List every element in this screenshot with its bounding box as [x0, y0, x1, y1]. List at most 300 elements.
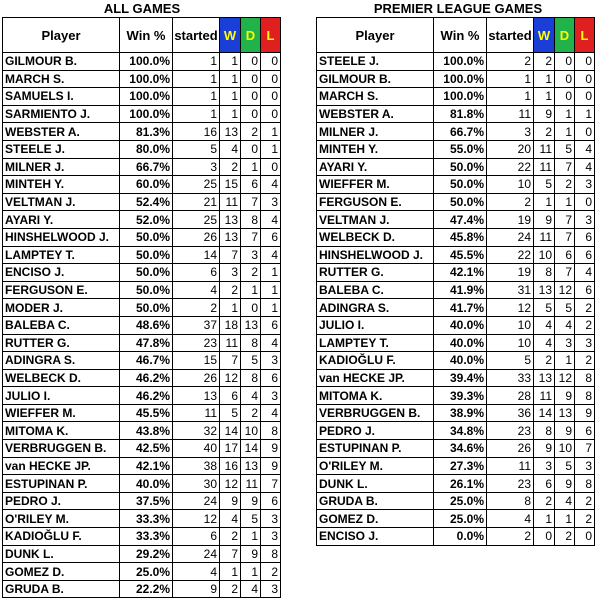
wins-count: 9 — [534, 440, 555, 458]
losses-count: 9 — [261, 440, 281, 458]
losses-count: 3 — [261, 528, 281, 546]
draws-count: 1 — [555, 510, 575, 528]
wins-count: 7 — [220, 545, 241, 563]
draws-count: 0 — [555, 70, 575, 88]
started-count: 5 — [487, 352, 534, 370]
premier-league-section — [316, 0, 600, 546]
player-name: WEBSTER A. — [317, 105, 434, 123]
draws-count: 7 — [241, 228, 261, 246]
win-pct: 25.0% — [434, 492, 487, 510]
player-name: WIEFFER M. — [3, 404, 120, 422]
wins-count: 4 — [220, 140, 241, 158]
table-row — [317, 193, 595, 211]
player-name: VERBRUGGEN B. — [3, 440, 120, 458]
win-pct: 26.1% — [434, 475, 487, 493]
player-name: GRUDA B. — [317, 492, 434, 510]
started-count: 4 — [173, 563, 220, 581]
table-row — [317, 369, 595, 387]
started-count: 23 — [487, 475, 534, 493]
started-count: 19 — [487, 211, 534, 229]
started-count: 31 — [487, 281, 534, 299]
started-count: 10 — [487, 334, 534, 352]
draws-count: 0 — [241, 88, 261, 106]
win-pct: 81.8% — [434, 105, 487, 123]
player-name: VELTMAN J. — [317, 211, 434, 229]
table-row — [3, 563, 281, 581]
win-pct: 43.8% — [120, 422, 173, 440]
wins-count: 13 — [220, 123, 241, 141]
started-count: 4 — [487, 510, 534, 528]
win-pct: 27.3% — [434, 457, 487, 475]
premier-league-title: PREMIER LEAGUE GAMES — [373, 1, 543, 16]
wins-count: 13 — [534, 369, 555, 387]
draws-count: 11 — [241, 475, 261, 493]
wins-count: 14 — [220, 422, 241, 440]
started-count: 1 — [173, 53, 220, 71]
started-count: 1 — [487, 70, 534, 88]
player-name: van HECKE JP. — [317, 369, 434, 387]
losses-count: 3 — [575, 176, 595, 194]
player-name: MINTEH Y. — [317, 140, 434, 158]
wins-count: 13 — [220, 211, 241, 229]
player-name: LAMPTEY T. — [317, 334, 434, 352]
win-pct: 47.8% — [120, 334, 173, 352]
started-count: 28 — [487, 387, 534, 405]
draws-count: 7 — [555, 211, 575, 229]
player-name: O'RILEY M. — [3, 510, 120, 528]
table-row — [317, 88, 595, 106]
draws-count: 4 — [555, 492, 575, 510]
table-row — [3, 457, 281, 475]
table-row — [3, 211, 281, 229]
started-count: 33 — [487, 369, 534, 387]
wins-count: 3 — [220, 264, 241, 282]
table-row — [317, 387, 595, 405]
table-row — [3, 492, 281, 510]
table-row — [317, 440, 595, 458]
started-count: 40 — [173, 440, 220, 458]
draws-count: 5 — [555, 299, 575, 317]
win-pct: 100.0% — [120, 105, 173, 123]
player-name: MITOMA K. — [3, 422, 120, 440]
win-pct: 45.8% — [434, 228, 487, 246]
wins-count: 6 — [220, 387, 241, 405]
draws-count: 10 — [241, 422, 261, 440]
win-pct-header: Win % — [434, 18, 487, 53]
losses-count: 6 — [575, 228, 595, 246]
player-name: KADIOĞLU F. — [317, 352, 434, 370]
table-row — [3, 193, 281, 211]
player-name: VELTMAN J. — [3, 193, 120, 211]
losses-count: 4 — [575, 158, 595, 176]
started-count: 9 — [173, 580, 220, 598]
player-name: FERGUSON E. — [3, 281, 120, 299]
player-name: ESTUPINAN P. — [317, 440, 434, 458]
win-pct: 40.0% — [120, 475, 173, 493]
wins-count: 1 — [220, 88, 241, 106]
win-pct: 50.0% — [434, 158, 487, 176]
started-count: 26 — [487, 440, 534, 458]
win-pct: 100.0% — [434, 88, 487, 106]
table-row — [3, 228, 281, 246]
draws-count: 0 — [555, 88, 575, 106]
win-pct: 50.0% — [120, 228, 173, 246]
win-pct: 52.4% — [120, 193, 173, 211]
table-row — [317, 404, 595, 422]
draws-count: 1 — [555, 105, 575, 123]
draws-header: D — [555, 18, 575, 53]
wins-count: 11 — [534, 387, 555, 405]
player-name: O'RILEY M. — [317, 457, 434, 475]
started-count: 2 — [487, 53, 534, 71]
losses-count: 4 — [261, 334, 281, 352]
draws-count: 7 — [555, 228, 575, 246]
player-name: van HECKE JP. — [3, 457, 120, 475]
win-pct: 50.0% — [120, 246, 173, 264]
wins-header: W — [534, 18, 555, 53]
draws-count: 5 — [241, 352, 261, 370]
table-row — [317, 422, 595, 440]
win-pct: 81.3% — [120, 123, 173, 141]
win-pct: 50.0% — [434, 176, 487, 194]
draws-count: 0 — [241, 299, 261, 317]
wins-count: 1 — [220, 70, 241, 88]
wins-count: 11 — [534, 140, 555, 158]
win-pct: 48.6% — [120, 316, 173, 334]
wins-count: 16 — [220, 457, 241, 475]
losses-count: 0 — [261, 158, 281, 176]
table-row — [3, 281, 281, 299]
draws-count: 4 — [241, 387, 261, 405]
player-name: LAMPTEY T. — [3, 246, 120, 264]
losses-count: 0 — [575, 53, 595, 71]
wins-count: 4 — [534, 334, 555, 352]
draws-count: 4 — [555, 316, 575, 334]
player-name: PEDRO J. — [3, 492, 120, 510]
win-pct: 25.0% — [434, 510, 487, 528]
started-count: 3 — [173, 158, 220, 176]
losses-count: 6 — [261, 228, 281, 246]
win-pct: 50.0% — [434, 193, 487, 211]
started-count: 24 — [487, 228, 534, 246]
losses-count: 2 — [575, 316, 595, 334]
win-pct: 42.5% — [120, 440, 173, 458]
player-header: Player — [3, 18, 120, 53]
losses-count: 6 — [575, 246, 595, 264]
player-name: MILNER J. — [317, 123, 434, 141]
started-count: 4 — [173, 281, 220, 299]
wins-count: 4 — [534, 316, 555, 334]
started-count: 16 — [173, 123, 220, 141]
wins-count: 1 — [220, 563, 241, 581]
wins-count: 8 — [534, 264, 555, 282]
wins-count: 2 — [534, 492, 555, 510]
table-row — [317, 475, 595, 493]
losses-count: 1 — [575, 105, 595, 123]
table-row — [3, 140, 281, 158]
started-count: 3 — [487, 123, 534, 141]
started-header: started — [487, 18, 534, 53]
table-row — [3, 316, 281, 334]
losses-count: 2 — [575, 492, 595, 510]
draws-header: D — [241, 18, 261, 53]
started-count: 22 — [487, 158, 534, 176]
table-row — [317, 70, 595, 88]
player-name: MITOMA K. — [317, 387, 434, 405]
losses-count: 7 — [261, 475, 281, 493]
losses-count: 6 — [261, 492, 281, 510]
wins-count: 5 — [534, 176, 555, 194]
player-name: DUNK L. — [317, 475, 434, 493]
win-pct: 42.1% — [434, 264, 487, 282]
losses-count: 3 — [261, 580, 281, 598]
started-count: 11 — [487, 105, 534, 123]
started-count: 24 — [173, 492, 220, 510]
losses-count: 0 — [575, 70, 595, 88]
win-pct: 100.0% — [434, 70, 487, 88]
win-pct: 66.7% — [120, 158, 173, 176]
win-pct: 38.9% — [434, 404, 487, 422]
win-pct: 52.0% — [120, 211, 173, 229]
draws-count: 2 — [241, 123, 261, 141]
table-row — [317, 281, 595, 299]
win-pct: 50.0% — [120, 264, 173, 282]
win-pct: 41.7% — [434, 299, 487, 317]
win-pct: 22.2% — [120, 580, 173, 598]
wins-count: 1 — [534, 70, 555, 88]
draws-count: 0 — [241, 105, 261, 123]
draws-count: 7 — [555, 264, 575, 282]
wins-count: 1 — [534, 88, 555, 106]
losses-count: 3 — [575, 457, 595, 475]
started-count: 1 — [487, 88, 534, 106]
table-row — [3, 528, 281, 546]
draws-count: 1 — [241, 281, 261, 299]
table-row — [317, 299, 595, 317]
player-name: WELBECK D. — [317, 228, 434, 246]
win-pct: 100.0% — [120, 53, 173, 71]
started-count: 2 — [487, 528, 534, 546]
losses-count: 0 — [261, 105, 281, 123]
draws-count: 3 — [241, 246, 261, 264]
wins-count: 2 — [220, 580, 241, 598]
draws-count: 5 — [555, 140, 575, 158]
wins-count: 2 — [220, 158, 241, 176]
wins-count: 9 — [534, 211, 555, 229]
started-count: 11 — [173, 404, 220, 422]
win-pct: 100.0% — [434, 53, 487, 71]
losses-count: 6 — [575, 422, 595, 440]
wins-count: 9 — [220, 492, 241, 510]
player-name: DUNK L. — [3, 545, 120, 563]
losses-count: 0 — [575, 528, 595, 546]
losses-count: 8 — [575, 475, 595, 493]
win-pct: 29.2% — [120, 545, 173, 563]
draws-count: 13 — [241, 457, 261, 475]
wins-count: 11 — [220, 334, 241, 352]
player-name: KADIOĞLU F. — [3, 528, 120, 546]
draws-count: 9 — [555, 475, 575, 493]
player-name: GRUDA B. — [3, 580, 120, 598]
draws-count: 12 — [555, 281, 575, 299]
player-name: BALEBA C. — [317, 281, 434, 299]
losses-count: 0 — [575, 193, 595, 211]
table-row — [3, 158, 281, 176]
table-row — [3, 387, 281, 405]
player-name: RUTTER G. — [3, 334, 120, 352]
win-pct-header: Win % — [120, 18, 173, 53]
started-count: 32 — [173, 422, 220, 440]
started-count: 12 — [487, 299, 534, 317]
table-row — [3, 88, 281, 106]
table-row — [3, 53, 281, 71]
started-count: 36 — [487, 404, 534, 422]
losses-count: 0 — [261, 70, 281, 88]
player-name: VERBRUGGEN B. — [317, 404, 434, 422]
started-count: 1 — [173, 105, 220, 123]
wins-count: 2 — [534, 123, 555, 141]
header-row — [3, 18, 281, 53]
losses-count: 3 — [261, 352, 281, 370]
win-pct: 50.0% — [120, 299, 173, 317]
started-header: started — [173, 18, 220, 53]
win-pct: 100.0% — [120, 70, 173, 88]
losses-count: 3 — [261, 387, 281, 405]
draws-count: 1 — [555, 193, 575, 211]
started-count: 23 — [487, 422, 534, 440]
win-pct: 60.0% — [120, 176, 173, 194]
win-pct: 45.5% — [120, 404, 173, 422]
all-games-table — [2, 17, 281, 598]
losses-header: L — [575, 18, 595, 53]
wins-count: 2 — [220, 528, 241, 546]
losses-count: 2 — [261, 563, 281, 581]
draws-count: 2 — [241, 264, 261, 282]
started-count: 21 — [173, 193, 220, 211]
win-pct: 45.5% — [434, 246, 487, 264]
player-name: WELBECK D. — [3, 369, 120, 387]
all-games-title: ALL GAMES — [103, 1, 181, 16]
started-count: 6 — [173, 528, 220, 546]
started-count: 5 — [173, 140, 220, 158]
losses-count: 3 — [575, 334, 595, 352]
draws-count: 13 — [241, 316, 261, 334]
losses-count: 6 — [261, 316, 281, 334]
started-count: 23 — [173, 334, 220, 352]
player-name: JULIO I. — [3, 387, 120, 405]
losses-header: L — [261, 18, 281, 53]
player-name: WIEFFER M. — [317, 176, 434, 194]
losses-count: 8 — [575, 387, 595, 405]
started-count: 20 — [487, 140, 534, 158]
table-row — [317, 211, 595, 229]
draws-count: 8 — [241, 211, 261, 229]
table-row — [317, 316, 595, 334]
table-row — [317, 510, 595, 528]
losses-count: 2 — [575, 352, 595, 370]
started-count: 2 — [173, 299, 220, 317]
table-row — [3, 264, 281, 282]
draws-count: 9 — [241, 492, 261, 510]
table-row — [317, 53, 595, 71]
losses-count: 6 — [261, 369, 281, 387]
win-pct: 46.2% — [120, 369, 173, 387]
draws-count: 5 — [241, 510, 261, 528]
table-row — [3, 334, 281, 352]
player-name: JULIO I. — [317, 316, 434, 334]
draws-count: 2 — [555, 528, 575, 546]
draws-count: 9 — [555, 387, 575, 405]
losses-count: 8 — [261, 422, 281, 440]
player-name: AYARI Y. — [3, 211, 120, 229]
premier-league-table — [316, 17, 595, 546]
table-row — [3, 105, 281, 123]
draws-count: 0 — [555, 53, 575, 71]
wins-count: 11 — [220, 193, 241, 211]
win-pct: 47.4% — [434, 211, 487, 229]
table-row — [3, 440, 281, 458]
wins-count: 11 — [534, 158, 555, 176]
started-count: 1 — [173, 70, 220, 88]
player-name: SAMUELS I. — [3, 88, 120, 106]
win-pct: 37.5% — [120, 492, 173, 510]
losses-count: 0 — [575, 123, 595, 141]
player-name: STEELE J. — [317, 53, 434, 71]
table-row — [317, 246, 595, 264]
wins-count: 4 — [220, 510, 241, 528]
win-pct: 40.0% — [434, 352, 487, 370]
wins-count: 7 — [220, 246, 241, 264]
wins-count: 5 — [534, 299, 555, 317]
win-pct: 25.0% — [120, 563, 173, 581]
wins-count: 15 — [220, 176, 241, 194]
table-row — [3, 580, 281, 598]
draws-count: 6 — [241, 176, 261, 194]
player-name: SARMIENTO J. — [3, 105, 120, 123]
draws-count: 2 — [555, 176, 575, 194]
started-count: 25 — [173, 211, 220, 229]
player-name: FERGUSON E. — [317, 193, 434, 211]
player-header: Player — [317, 18, 434, 53]
started-count: 26 — [173, 369, 220, 387]
table-row — [317, 528, 595, 546]
table-row — [317, 228, 595, 246]
table-row — [3, 404, 281, 422]
wins-count: 1 — [220, 105, 241, 123]
wins-count: 9 — [534, 105, 555, 123]
draws-count: 8 — [241, 369, 261, 387]
player-name: ADINGRA S. — [3, 352, 120, 370]
player-name: HINSHELWOOD J. — [3, 228, 120, 246]
player-name: ENCISO J. — [317, 528, 434, 546]
draws-count: 1 — [241, 563, 261, 581]
wins-count: 6 — [534, 475, 555, 493]
all-games-section — [2, 0, 282, 598]
started-count: 6 — [173, 264, 220, 282]
started-count: 19 — [487, 264, 534, 282]
draws-count: 4 — [241, 580, 261, 598]
win-pct: 39.4% — [434, 369, 487, 387]
wins-count: 17 — [220, 440, 241, 458]
losses-count: 1 — [261, 123, 281, 141]
started-count: 13 — [173, 387, 220, 405]
win-pct: 0.0% — [434, 528, 487, 546]
draws-count: 12 — [555, 369, 575, 387]
started-count: 22 — [487, 246, 534, 264]
header-row — [317, 18, 595, 53]
win-pct: 39.3% — [434, 387, 487, 405]
started-count: 15 — [173, 352, 220, 370]
